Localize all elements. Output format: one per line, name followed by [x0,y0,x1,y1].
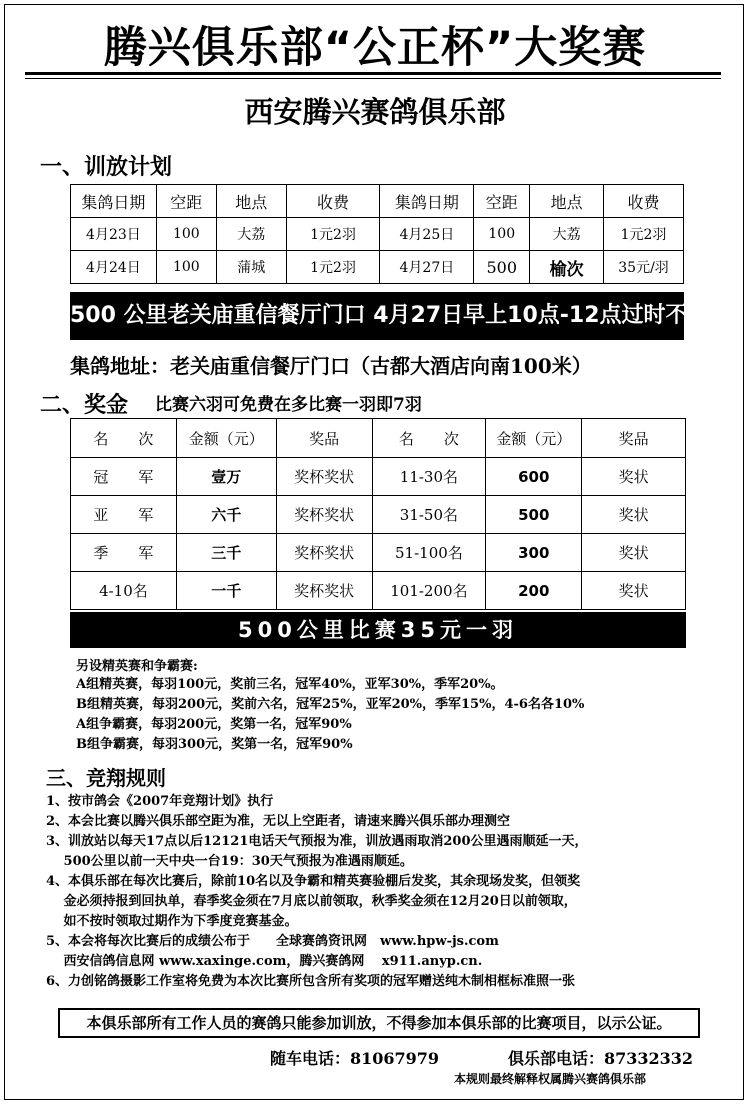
rule-line: 4、本俱乐部在每次比赛后，除前10名以及争霸和精英赛验棚后发奖，其余现场发奖，但领奖 [46,874,581,889]
col-header: 名 次 [71,419,177,458]
cell: 11-30名 [372,458,486,496]
table-row [71,251,684,284]
col-header: 金额（元） [176,419,276,458]
rules-heading: 三、竞翔规则 [46,766,166,790]
col-header: 空距 [156,185,216,218]
fee-bar: 500公里比赛35元一羽 [70,612,686,648]
cell: 1元2羽 [604,218,684,251]
cell: 榆次 [530,251,604,284]
cell: 1元2羽 [286,251,380,284]
cell: 季 军 [71,534,177,572]
training-table [70,184,684,284]
cell: 冠 军 [71,458,177,496]
collection-address: 集鸽地址：老关庙重信餐厅门口（古都大酒店向南100米） [70,354,592,378]
page-title: 腾兴俱乐部“公正杯”大奖赛 [103,23,647,73]
cell: 100 [156,218,216,251]
cell: 大荔 [530,218,604,251]
cell: 200 [486,572,582,610]
cell: 亚 军 [71,496,177,534]
interpretation-note: 本规则最终解释权属腾兴赛鸽俱乐部 [454,1072,647,1086]
rules-list [46,792,588,992]
prize-heading: 二、奖金 [40,392,129,418]
rule-line: 6、力创铭鸽摄影工作室将免费为本次比赛所包含所有奖项的冠军赠送纯木制相框标准照一张 [46,974,576,989]
cell: 4月25日 [380,218,474,251]
col-header: 奖品 [582,419,686,458]
col-header: 金额（元） [486,419,582,458]
col-header: 地点 [216,185,286,218]
table-row [71,572,686,610]
cell: 4月27日 [380,251,474,284]
col-header: 收费 [286,185,380,218]
extras-line: B组精英赛，每羽200元，奖前六名，冠军25%，亚军20%，季军15%，4-6名各10% [76,697,585,712]
rule-line: 5、本会将每次比赛后的成绩公布于 全球赛鸽资讯网 www.hpw-js.com [46,934,499,949]
col-header: 空距 [474,185,530,218]
rule-line: 2、本会比赛以腾兴俱乐部空距为准，无以上空距者，请速来腾兴俱乐部办理测空 [46,814,511,829]
col-header: 奖品 [276,419,372,458]
extras-line: A组精英赛，每羽100元，奖前三名，冠军40%，亚军30%，季军20%。 [76,677,504,692]
cell: 奖状 [582,572,686,610]
cell: 101-200名 [372,572,486,610]
col-header: 集鸽日期 [71,185,157,218]
table-row [71,534,686,572]
cell: 奖状 [582,534,686,572]
table-header-row [71,419,686,458]
cell: 1元2羽 [286,218,380,251]
cell: 奖状 [582,496,686,534]
cell: 31-50名 [372,496,486,534]
col-header: 收费 [604,185,684,218]
cell: 51-100名 [372,534,486,572]
prize-table [70,418,686,610]
title-rule [25,72,721,75]
rule-line: 3、训放站以每天17点以后12121电话天气预报为准，训放遇雨取消200公里遇雨顺延一天， [46,834,588,849]
cell: 奖杯奖状 [276,496,372,534]
cell: 100 [156,251,216,284]
staff-notice-box: 本俱乐部所有工作人员的赛鸽只能参加训放，不得参加本俱乐部的比赛项目，以示公证。 [58,1008,700,1038]
cell: 4-10名 [71,572,177,610]
club-name: 西安腾兴赛鸽俱乐部 [244,95,506,129]
rule-line: 金必须持报到回执单，春季奖金须在7月底以前领取，秋季奖金须在12月20日以前领取， [46,894,577,909]
training-heading: 一、训放计划 [40,154,173,180]
cell: 蒲城 [216,251,286,284]
extras-line: A组争霸赛，每羽200元，奖第一名，冠军90% [76,717,352,732]
rule-line: 西安信鸽信息网 www.xaxinge.com，腾兴赛鸽网 x911.anyp.cn. [46,954,483,969]
cell: 600 [486,458,582,496]
vehicle-phone: 随车电话：81067979 [270,1049,440,1068]
cell: 300 [486,534,582,572]
club-phone: 俱乐部电话：87332332 [508,1049,694,1068]
cell: 500 [474,251,530,284]
cell: 壹万 [176,458,276,496]
cell: 三千 [176,534,276,572]
cell: 奖杯奖状 [276,572,372,610]
extras-line: B组争霸赛，每羽300元，奖第一名，冠军90% [76,737,353,752]
cell: 奖状 [582,458,686,496]
collection-notice-bar: 500 公里老关庙重信餐厅门口 4月27日早上10点-12点过时不候 [70,292,684,340]
cell: 大荔 [216,218,286,251]
cell: 六千 [176,496,276,534]
col-header: 名 次 [372,419,486,458]
cell: 500 [486,496,582,534]
cell: 奖杯奖状 [276,534,372,572]
cell: 4月23日 [71,218,157,251]
cell: 100 [474,218,530,251]
cell: 4月24日 [71,251,157,284]
rule-line: 1、按市鸽会《2007年竞翔计划》执行 [46,794,274,809]
rule-line: 如不按时领取过期作为下季度竞赛基金。 [46,914,298,929]
cell: 奖杯奖状 [276,458,372,496]
cell: 35元/羽 [604,251,684,284]
rule-line: 500公里以前一天中央一台19：30天气预报为准遇雨顺延。 [46,854,413,869]
col-header: 地点 [530,185,604,218]
col-header: 集鸽日期 [380,185,474,218]
extras-title: 另设精英赛和争霸赛: [76,659,198,674]
table-header-row [71,185,684,218]
table-row [71,458,686,496]
title-rule-thin [25,78,721,79]
prize-note: 比赛六羽可免费在多比赛一羽即7羽 [155,395,422,415]
table-row [71,218,684,251]
cell: 一千 [176,572,276,610]
table-row [71,496,686,534]
